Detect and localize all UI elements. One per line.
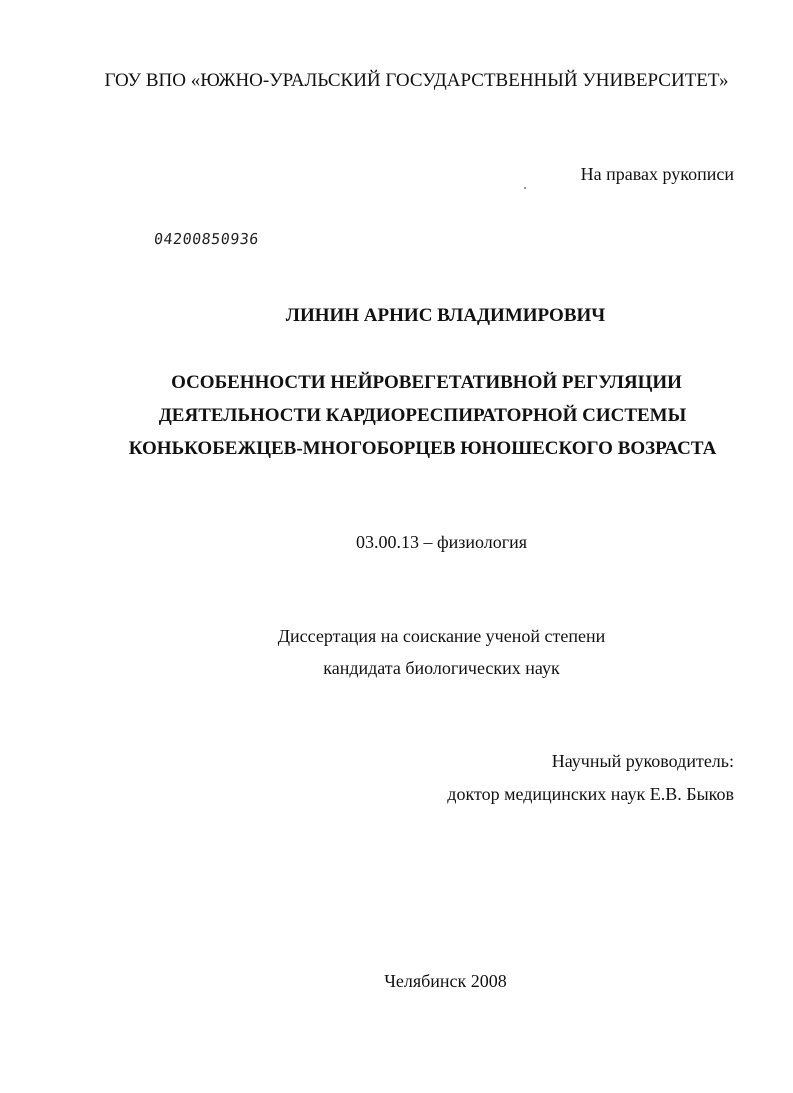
city-year: Челябинск 2008: [384, 971, 507, 991]
title-line: ДЕЯТЕЛЬНОСТИ КАРДИОРЕСПИРАТОРНОЙ СИСТЕМЫ: [158, 405, 687, 426]
advisor-name: доктор медицинских наук Е.В. Быков: [447, 784, 734, 804]
registry-number-stamp: 04200850936: [153, 230, 260, 248]
dissertation-degree-line: Диссертация на соискание ученой степени: [277, 626, 606, 646]
title-line: ОСОБЕННОСТИ НЕЙРОВЕГЕТАТИВНОЙ РЕГУЛЯЦИИ: [171, 372, 682, 393]
manuscript-note: На правах рукописи: [580, 164, 734, 184]
dissertation-degree-line: кандидата биологических наук: [323, 658, 560, 678]
advisor-label: Научный руководитель:: [551, 751, 734, 771]
specialty-code: 03.00.13 – физиология: [355, 532, 528, 552]
author-name: ЛИНИН АРНИС ВЛАДИМИРОВИЧ: [285, 305, 606, 326]
institution-name: ГОУ ВПО «ЮЖНО-УРАЛЬСКИЙ ГОСУДАРСТВЕННЫЙ УНИВЕРСИТЕТ»: [104, 70, 729, 91]
title-line: КОНЬКОБЕЖЦЕВ-МНОГОБОРЦЕВ ЮНОШЕСКОГО ВОЗРАСТА: [128, 438, 717, 459]
scan-speck: [524, 187, 526, 189]
